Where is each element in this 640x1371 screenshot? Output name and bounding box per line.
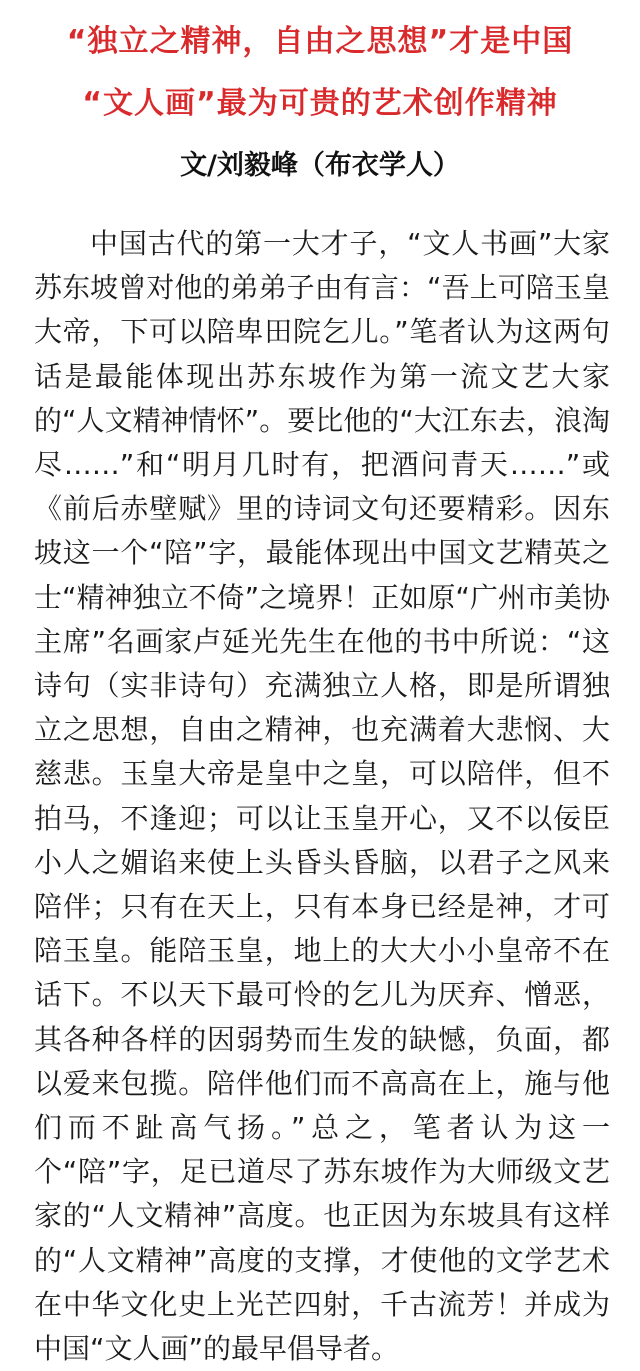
article-title-line-2: “文人画”最为可贵的艺术创作精神 [82, 86, 558, 121]
article-byline: 文/刘毅峰（布衣学人） [180, 150, 460, 181]
article-body-paragraph: 中国古代的第一大才子，“文人书画”大家苏东坡曾对他的弟弟子由有言：“吾上可陪玉皇大帝，下可以陪卑田院乞儿。”笔者认为这两句话是最能体现出苏东坡作为第一流文艺大家的“人文精神情怀”。要比他的“大江东去，浪淘尽……”和“明月几时有，把酒问青天……”或《前后赤壁赋》里的诗词文句还要精彩。因东坡这一个“陪”字，最能体现出中国文艺精英之士“精神独立不倚”之境界！正如原“广州市美协主席”名画家卢延光先生在他的书中所说：“这诗句（实非诗句）充满独立人格，即是所谓独立之思想，自由之精神，也充满着大悲悯、大慈悲。玉皇大帝是皇中之皇，可以陪伴，但不拍马，不逢迎；可以让玉皇开心，又不以佞臣小人之媚谄来使上头昏头昏脑，以君子之风来陪伴；只有在天上，只有本身已经是神，才可陪玉皇。能陪玉皇，地上的大大小小皇帝不在话下。不以天下最可怜的乞儿为厌弃、憎恶，其各种各样的因弱势而生发的缺憾，负面，都以爱来包揽。陪伴他们而不高高在上，施与他们而不趾高气扬。”总之，笔者认为这一个“陪”字，足已道尽了苏东坡作为大师级文艺家的“人文精神”高度。也正因为东坡具有这样的“人文精神”高度的支撑，才使他的文学艺术在中华文化史上光芒四射，千古流芳！并成为中国“文人画”的最早倡导者。 [34, 227, 610, 1366]
article-title-line-1: “独立之精神，自由之思想”才是中国 [66, 24, 574, 59]
